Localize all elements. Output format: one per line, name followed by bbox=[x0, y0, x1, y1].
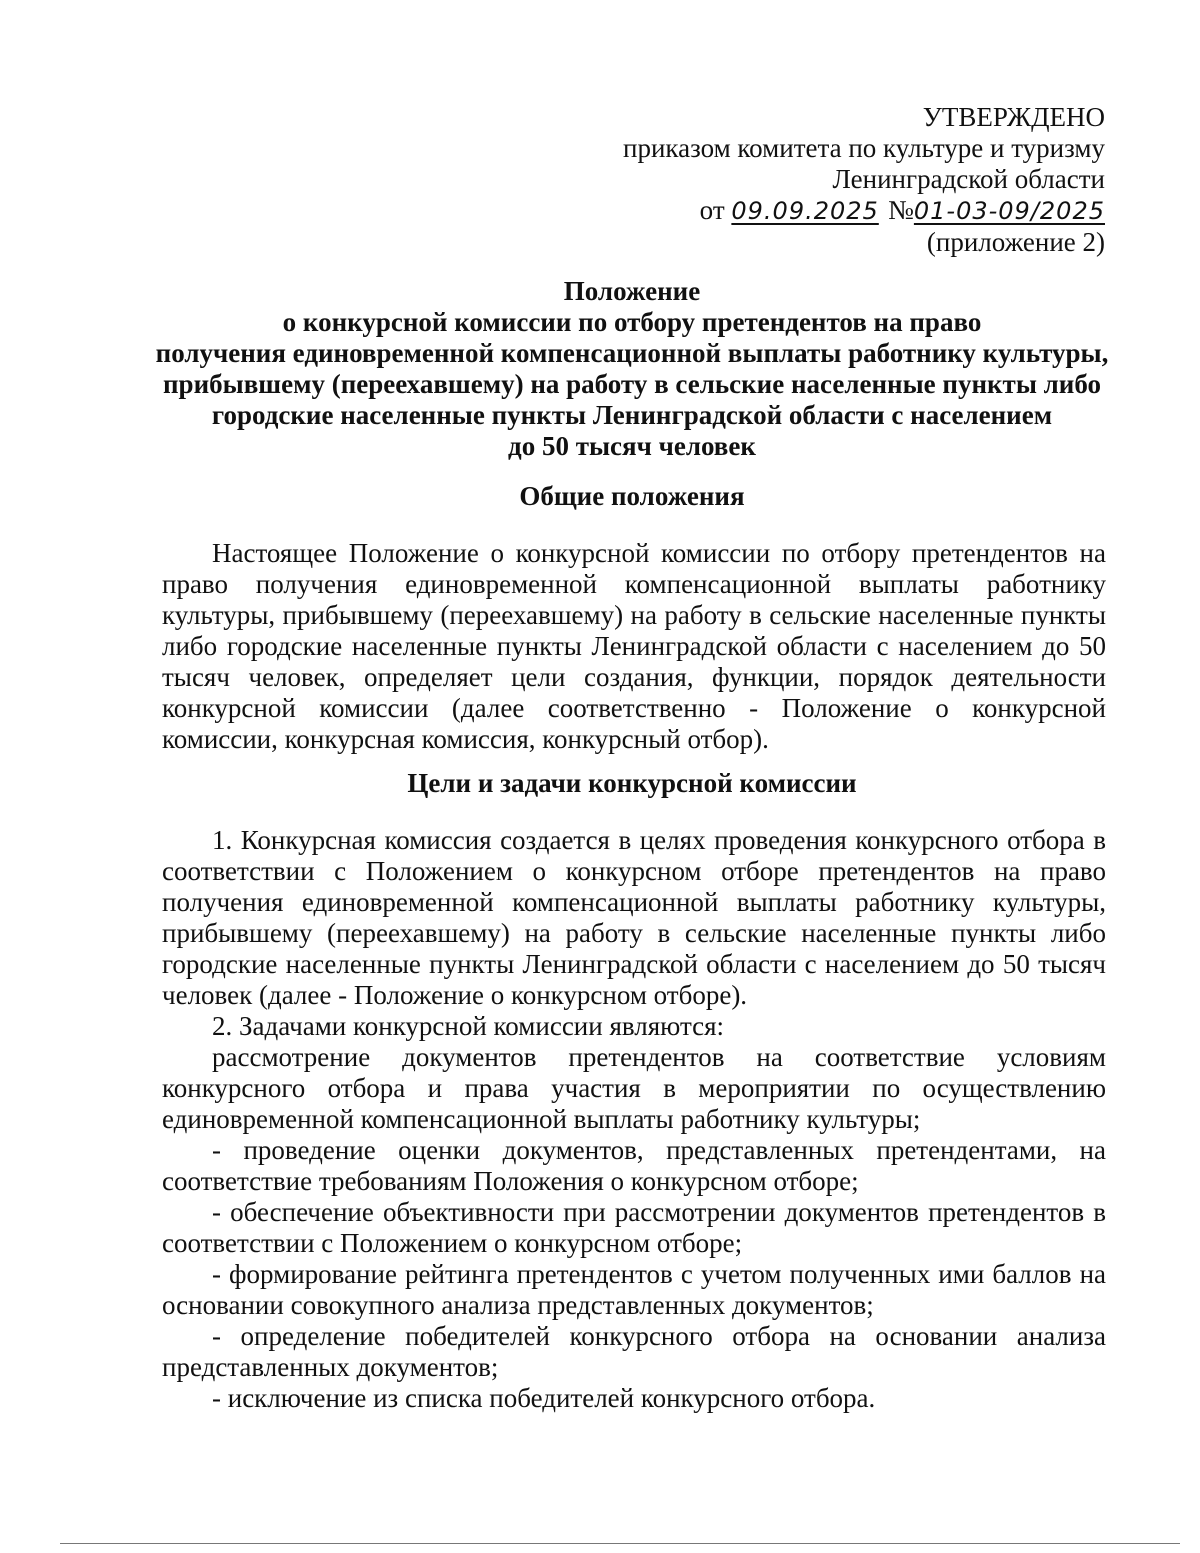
date-prefix: от bbox=[699, 195, 725, 225]
title-line: городские населенные пункты Ленинградской области с населением bbox=[211, 400, 1053, 430]
title-line: получения единовременной компенсационной выплаты работнику культуры, bbox=[155, 338, 1109, 368]
list-item: - обеспечение объективности при рассмотрении документов претендентов в соответствии с Положением о конкурсном отборе; bbox=[162, 1197, 1106, 1258]
handwritten-date: 09.09.2025 bbox=[731, 197, 879, 225]
paragraph: 2. Задачами конкурсной комиссии являются: bbox=[212, 1011, 724, 1041]
list-item: - проведение оценки документов, представленных претендентами, на соответствие требованиям Положения о конкурсном отборе; bbox=[162, 1135, 1106, 1196]
list-item: - определение победителей конкурсного отбора на основании анализа представленных документов; bbox=[162, 1321, 1106, 1382]
order-date-number-row bbox=[623, 195, 1105, 227]
order-line-2: Ленинградской области bbox=[832, 164, 1105, 194]
number-prefix: № bbox=[888, 195, 914, 225]
title-line: до 50 тысяч человек bbox=[508, 431, 756, 461]
approved-label: УТВЕРЖДЕНО bbox=[922, 102, 1105, 132]
section-heading-general: Общие положения bbox=[519, 481, 745, 511]
appendix-label: (приложение 2) bbox=[926, 227, 1105, 257]
list-item: - исключение из списка победителей конкурсного отбора. bbox=[212, 1383, 876, 1413]
list-item: - формирование рейтинга претендентов с учетом полученных ими баллов на основании совокупного анализа представленных документов; bbox=[162, 1259, 1106, 1320]
title-line: о конкурсной комиссии по отбору претендентов на право bbox=[282, 307, 982, 337]
section-heading-goals: Цели и задачи конкурсной комиссии bbox=[407, 768, 857, 798]
handwritten-number: 01-03-09/2025 bbox=[913, 197, 1105, 225]
section-general-body bbox=[162, 538, 1106, 755]
approval-stamp bbox=[623, 102, 1105, 258]
paragraph: 1. Конкурсная комиссия создается в целях проведения конкурсного отбора в соответствии с Положением о конкурсном отборе претендентов на право получения единовременной компенсационной выплаты работнику культуры, прибывшему (переехавшему) на работу в сельские населенные пункты либо городские населенные пункты Ленинградской области с населением до 50 тысяч человек (далее - Положение о конкурсном отборе). bbox=[162, 825, 1106, 1010]
section-goals-body bbox=[162, 825, 1106, 1414]
title-line: прибывшему (переехавшему) на работу в сельские населенные пункты либо bbox=[163, 369, 1101, 399]
page-bottom-divider bbox=[60, 1543, 1180, 1544]
order-line-1: приказом комитета по культуре и туризму bbox=[623, 133, 1105, 163]
paragraph: Настоящее Положение о конкурсной комиссии по отбору претендентов на право получения единовременной компенсационной выплаты работнику культуры, прибывшему (переехавшему) на работу в сельские населенные пункты либо городские населенные пункты Ленинградской области с населением до 50 тысяч человек, определяет цели создания, функции, порядок деятельности конкурсной комиссии (далее соответственно - Положение о конкурсной комиссии, конкурсная комиссия, конкурсный отбор). bbox=[162, 538, 1106, 754]
list-item: рассмотрение документов претендентов на соответствие условиям конкурсного отбора и права участия в мероприятии по осуществлению единовременной компенсационной выплаты работнику культуры; bbox=[162, 1042, 1106, 1134]
document-title bbox=[150, 276, 1114, 462]
title-line: Положение bbox=[563, 276, 701, 306]
